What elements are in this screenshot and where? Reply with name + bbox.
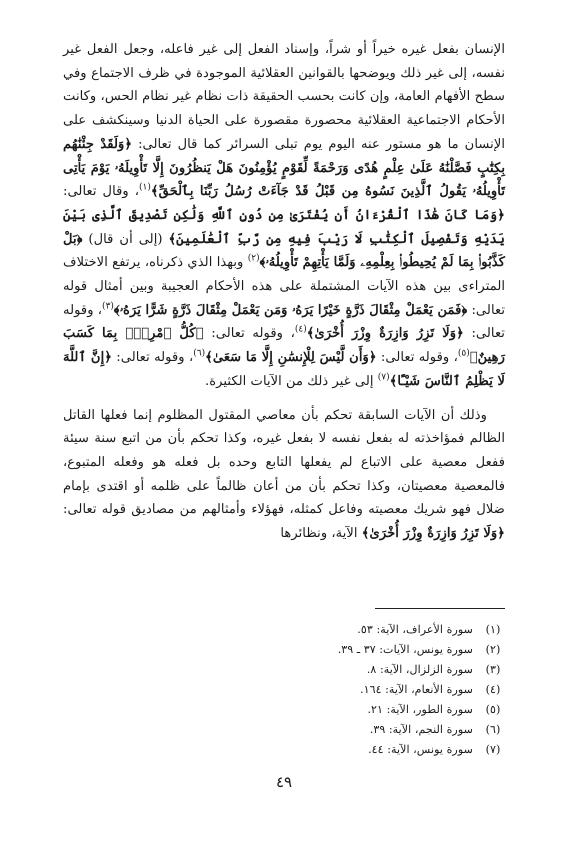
- footnote-item: [63, 720, 505, 740]
- footnote-item: [63, 680, 505, 700]
- footnote-number: (٤): [485, 683, 501, 696]
- footnote-item: [63, 700, 505, 720]
- main-text: [63, 38, 505, 546]
- footnote-number: (١): [485, 623, 501, 636]
- footnote-marker: (٧): [377, 372, 390, 383]
- footnote-number: (٣): [485, 663, 501, 676]
- paragraph-1: [63, 38, 505, 394]
- footnote-number: (٦): [485, 723, 501, 736]
- footnotes-list: [63, 620, 505, 760]
- footnote-text: سورة يونس، الآية: ٤٤.: [368, 743, 473, 756]
- footnote-text: سورة الزلزال، الآية: ٨.: [366, 663, 473, 676]
- footnote-text: سورة الطور، الآية: ٢١.: [367, 703, 473, 716]
- text-span: وذلك أن الآيات السابقة تحكم بأن معاصي المقتول المظلوم إنما فعلها القاتل الظالم فمؤاخذته له بفعل نفسه لا بفعل غيره، وكذا تحكم بأن من اتبع سنة سيئة ففعل معصية على الاتباع لم يفعلها التابع وحده بل فعله هو وفعله المتبوع، فالمعصية معصيتان، وكذا تحكم بأن من أعان ظالماً على ظلمه أو اقتدى بإمام ضلال فهو شريك معصيته وفاعل كمثله، فهؤلاء وأمثالهم من مصاديق قوله تعالى:: [63, 407, 505, 518]
- text-span: ، وقوله تعالى:: [111, 350, 194, 366]
- footnote-separator: [375, 608, 505, 609]
- quran-verse: ﴿بَلْ كَذَّبُوا۟ بِمَا لَمْ يُحِيطُوا۟ بِعِلْمِهِۦ وَلَمَّا يَأْتِهِمْ تَأْوِيلُهُۥ﴾: [63, 231, 505, 271]
- text-span: ، وقوله تعالى:: [376, 350, 458, 366]
- paragraph-2: [63, 404, 505, 546]
- quran-verse: ﴿وَلَا تَزِرُ وَازِرَةٌ وِزْرَ أُخْرَىٰ﴾: [306, 326, 464, 342]
- footnote-item: [63, 640, 505, 660]
- quran-verse: ﴿إِنَّ ٱللَّهَ لَا يَظْلِمُ ٱلنَّاسَ شَيْـًٔا﴾: [63, 350, 505, 389]
- footnote-marker: (٦): [193, 348, 206, 359]
- footnote-text: سورة الأعراف، الآية: ٥٣.: [357, 623, 473, 636]
- footnote-marker: (٢): [247, 253, 260, 264]
- footnote-number: (٢): [485, 643, 501, 656]
- footnote-text: سورة النجم، الآية: ٣٩.: [369, 723, 473, 736]
- text-span: وبهذا الذي ذكرناه، يرتفع الاختلاف المتراءى بين هذه الآيات المشتملة على هذه الأحكام العجيبة وبين أمثال قوله تعالى:: [63, 255, 505, 318]
- footnote-item: [63, 660, 505, 680]
- footnote-text: سورة يونس، الآيات: ٣٧ ـ ٣٩.: [337, 643, 473, 656]
- quran-verse: ﴿كُلُّ ٱمْرِئٍۭ بِمَا كَسَبَ رَهِينٌ﴾: [63, 326, 505, 366]
- footnote-number: (٧): [485, 743, 501, 756]
- text-span: ، وقوله تعالى:: [203, 326, 295, 342]
- book-page: [63, 38, 505, 828]
- footnote-item: [63, 740, 505, 760]
- text-span: الآية، ونظائرها: [280, 526, 362, 542]
- footnote-text: سورة الأنعام، الآية: ١٦٤.: [360, 683, 473, 696]
- text-span: الإنسان بفعل غيره خيراً أو شراً، وإسناد الفعل إلى غير فاعله، وجعل الفعل غير نفسه، إلى غير ذلك ويوضحها بالقوانين العقلائية الموجودة في ظرف الاجتماع وفي سطح الأفهام العامة، وإن كانت بحسب الحقيقة ذات نظام غير نظام الحس، وكانت الأحكام الاجتماعية العقلائية محصورة مقصورة على الحياة الدنيا وسينكشف على الإنسان ما هو مستور عنه اليوم يوم تبلى السرائر كما قال تعالى:: [63, 42, 506, 152]
- footnote-item: [63, 620, 505, 640]
- quran-verse: ﴿وَمَا كَانَ هَٰذَا ٱلْقُرْءَانُ أَن يُفْتَرَىٰ مِن دُونِ ٱللَّهِ وَلَٰكِن تَصْدِيقَ ٱلَّذِى بَيْنَ يَدَيْهِ وَتَفْصِيلَ ٱلْكِتَٰبِ لَا رَيْبَ فِيهِ مِن رَّبِّ ٱلْعَٰلَمِينَ﴾: [63, 207, 505, 247]
- text-span: ، وقال تعالى:: [63, 184, 140, 200]
- footnote-marker: (٥): [457, 348, 470, 359]
- footnote-marker: (٣): [102, 301, 114, 312]
- footnote-marker: (١): [139, 182, 151, 193]
- text-span: إلى غير ذلك من الآيات الكثيرة.: [205, 373, 378, 389]
- quran-verse: ﴿فَمَن يَعْمَلْ مِثْقَالَ ذَرَّةٍ خَيْرًا يَرَهُۥ وَمَن يَعْمَلْ مِثْقَالَ ذَرَّةٍ شَرًّا يَرَهُۥ﴾: [113, 302, 468, 318]
- footnote-number: (٥): [485, 703, 501, 716]
- footnote-marker: (٤): [294, 325, 307, 336]
- quran-verse: ﴿وَأَن لَّيْسَ لِلْإِنسَٰنِ إِلَّا مَا سَعَىٰ﴾: [205, 350, 377, 366]
- page-number: ٤٩: [275, 773, 293, 791]
- quran-verse: ﴿وَلَقَدْ جِئْنَٰهُم بِكِتَٰبٍ فَصَّلْنَٰهُ عَلَىٰ عِلْمٍ هُدًى وَرَحْمَةً لِّقَوْمٍ يُؤْمِنُونَ هَلْ يَنظُرُونَ إِلَّا تَأْوِيلَهُۥ يَوْمَ يَأْتِى تَأْوِيلُهُۥ يَقُولُ ٱلَّذِينَ نَسُوهُ مِن قَبْلُ قَدْ جَآءَتْ رُسُلُ رَبِّنَا بِٱلْحَقِّ﴾: [63, 136, 505, 200]
- text-span: ، وقوله تعالى:: [63, 302, 505, 342]
- quran-verse: ﴿وَلَا تَزِرُ وَازِرَةٌ وِزْرَ أُخْرَىٰ﴾: [361, 526, 505, 542]
- text-span: (إلى أن قال): [82, 231, 169, 247]
